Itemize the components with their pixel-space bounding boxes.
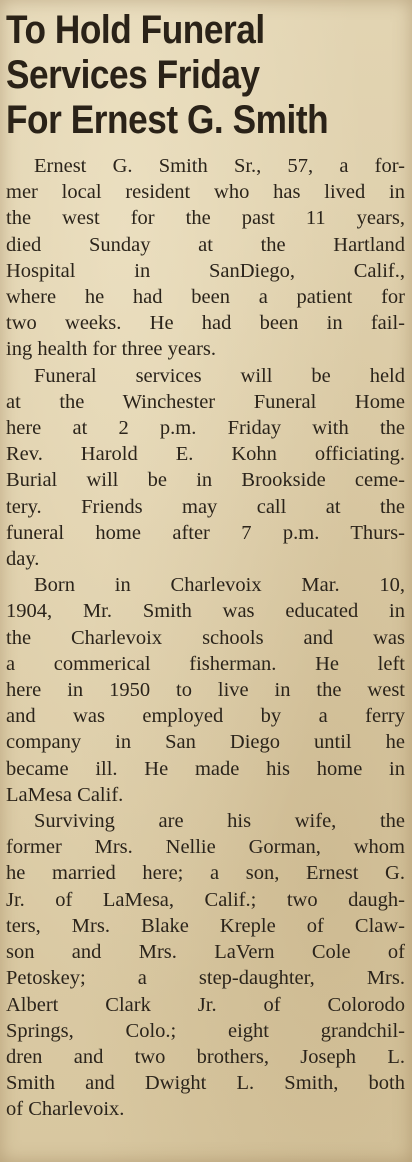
text-line: here in 1950 to live in the west xyxy=(6,679,405,702)
article-body xyxy=(6,153,405,1123)
paragraph-biography xyxy=(6,572,405,808)
paragraph-funeral-services xyxy=(6,363,405,573)
text-line: Burial will be in Brookside ceme- xyxy=(6,469,405,492)
text-line: Ernest G. Smith Sr., 57, a for- xyxy=(34,155,405,177)
paragraph-survivors xyxy=(6,808,405,1122)
text-line: funeral home after 7 p.m. Thurs- xyxy=(6,521,405,544)
paragraph-death-notice xyxy=(6,153,405,363)
text-line: here at 2 p.m. Friday with the xyxy=(6,417,405,440)
text-line: former Mrs. Nellie Gorman, whom xyxy=(6,836,405,859)
text-line: became ill. He made his home in xyxy=(6,757,405,780)
text-line: two weeks. He had been in fail- xyxy=(6,312,405,335)
text-line: the west for the past 11 years, xyxy=(6,207,405,230)
text-line: company in San Diego until he xyxy=(6,731,405,754)
text-line: Smith and Dwight L. Smith, both xyxy=(6,1072,405,1095)
headline xyxy=(6,8,411,143)
text-line: LaMesa Calif. xyxy=(6,783,124,806)
text-line: dren and two brothers, Joseph L. xyxy=(6,1045,405,1068)
text-line: a commerical fisherman. He left xyxy=(6,652,405,675)
text-line: Albert Clark Jr. of Colorodo xyxy=(6,993,405,1016)
text-line: ing health for three years. xyxy=(6,338,217,361)
text-line: Hospital in SanDiego, Calif., xyxy=(6,259,405,282)
text-line: ters, Mrs. Blake Kreple of Claw- xyxy=(6,914,405,937)
text-line: day. xyxy=(6,548,40,571)
text-line: mer local resident who has lived in xyxy=(6,181,405,204)
text-line: Petoskey; a step-daughter, Mrs. xyxy=(6,967,405,990)
text-line: died Sunday at the Hartland xyxy=(6,233,405,256)
text-line: and was employed by a ferry xyxy=(6,705,405,728)
headline-line: Services Friday xyxy=(6,53,260,97)
text-line: of Charlevoix. xyxy=(6,1098,125,1121)
text-line: son and Mrs. LaVern Cole of xyxy=(6,941,405,964)
text-line: the Charlevoix schools and was xyxy=(6,626,405,649)
text-line: Surviving are his wife, the xyxy=(34,810,405,833)
text-line: Funeral services will be held xyxy=(34,364,405,387)
text-line: Rev. Harold E. Kohn officiating. xyxy=(6,443,405,466)
text-line: Born in Charlevoix Mar. 10, xyxy=(34,574,405,597)
text-line: 1904, Mr. Smith was educated in xyxy=(6,600,405,623)
text-line: tery. Friends may call at the xyxy=(6,495,405,518)
text-line: at the Winchester Funeral Home xyxy=(6,390,405,413)
text-line: he married here; a son, Ernest G. xyxy=(6,862,405,885)
headline-line: For Ernest G. Smith xyxy=(6,98,329,142)
text-line: where he had been a patient for xyxy=(6,286,405,309)
text-line: Springs, Colo.; eight grandchil- xyxy=(6,1019,405,1042)
headline-line: To Hold Funeral xyxy=(6,8,265,52)
text-line: Jr. of LaMesa, Calif.; two daugh- xyxy=(6,888,405,911)
